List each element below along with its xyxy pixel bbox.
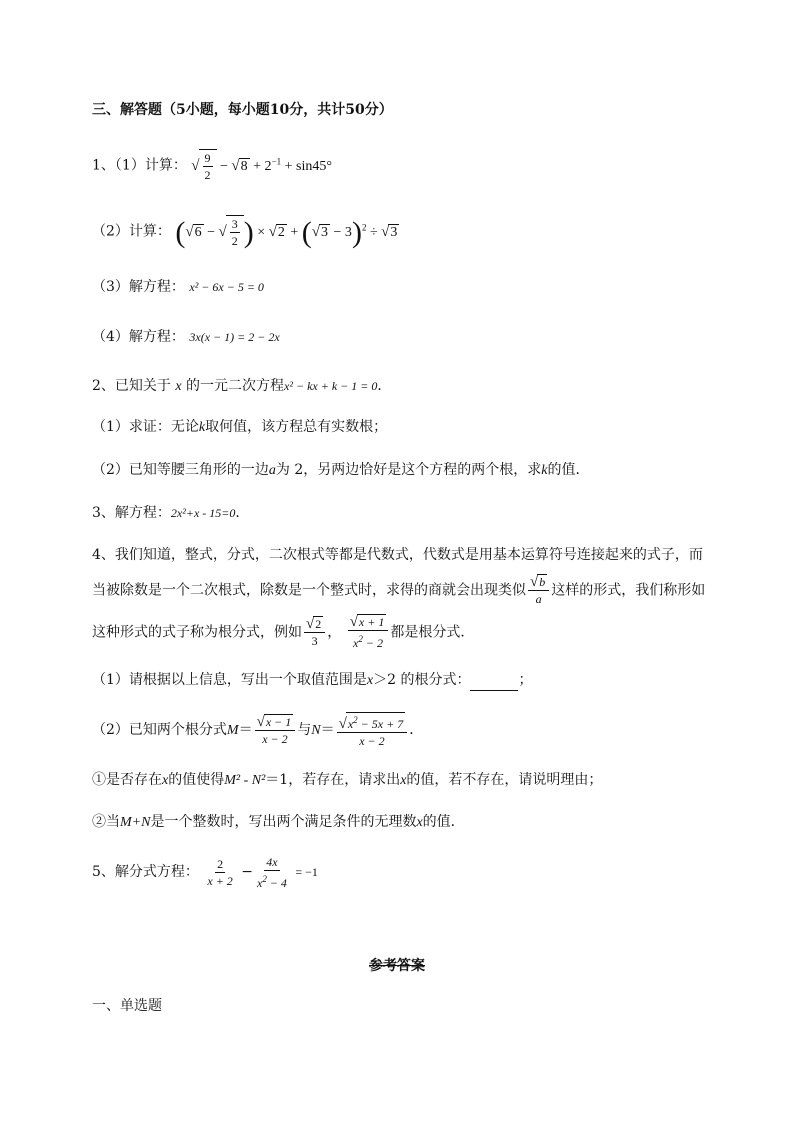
q2-stem-equation: x² − kx + k − 1 = 0: [284, 379, 378, 393]
q4-sub2: [92, 812, 465, 833]
q2-part2-text-c: 的值．: [547, 462, 590, 478]
section-3-title: 三、解答题（5小题，每小题10分，共计50分）: [92, 102, 393, 118]
q3: [92, 503, 249, 523]
q5: 5、解分式方程： $\frac{2}{x + 2}$ − $\frac{4x}{x^2 - 4}$ = −1: [92, 854, 318, 890]
q4-part2-N: N: [311, 723, 321, 738]
q4-line3: [92, 614, 474, 651]
q4-sub1-text-a: ①是否存在: [92, 772, 162, 788]
q4-line3-text-b: 都是根分式．: [390, 624, 475, 641]
q4-line3-text-a: 这种形式的式子称为根分式，例如: [92, 624, 302, 641]
q4-part2-eq2: ＝: [320, 722, 335, 738]
q4-example2: $\frac{√x + 1}{x^2 - 2}$: [348, 614, 389, 651]
q5-rhs: = −1: [295, 865, 318, 879]
q4-part1-answer-blank[interactable]: [470, 676, 518, 691]
q4-line2: [92, 574, 705, 607]
q2-part2: [92, 460, 590, 481]
q4-part1-text-b: ＞2 的根分式：: [373, 672, 471, 688]
q1-part4-prefix: （4）解方程：: [92, 329, 185, 345]
q4-line3-sep: ，: [327, 624, 342, 641]
q2-part2-text-b: 为 2，另两边恰好是这个方程的两个根，求: [275, 462, 542, 478]
q4-part1: [92, 670, 532, 691]
q1-part3-equation: x² − 6x − 5 = 0: [189, 280, 264, 294]
q1-part1-expression: √ $\frac{9}{2}$ − $√8 + 2^{-1} + \sin 45^\circ$: [191, 150, 332, 182]
q4-sub1-text-b: 的值使得: [168, 772, 225, 788]
q4-part1-end: ；: [518, 672, 533, 688]
q4-N-fraction: $\frac{√x^2 - 5x + 7}{x - 2}$: [337, 712, 408, 749]
q5-prefix: 5、解分式方程：: [92, 864, 199, 880]
q1-part4: [92, 327, 280, 347]
q4-part1-text-a: （1）请根据以上信息，写出一个取值范围是: [92, 672, 367, 688]
q4-sub1-var: x: [162, 773, 169, 788]
q4-line2-text-b: 这样的形式，我们称形如: [551, 582, 706, 599]
q4-part1-var: x: [366, 673, 374, 688]
q1-part3: [92, 277, 264, 297]
q2-stem-end: ．: [377, 378, 392, 394]
q4-part2-text-a: （2）已知两个根分式: [92, 722, 227, 738]
q4-sub2-text-b: 是一个整数时，写出两个满足条件的无理数: [150, 814, 417, 830]
q1-part2-prefix: （2）计算：: [92, 223, 171, 240]
q2-part1-var: k: [198, 420, 206, 435]
q2-part1: [92, 417, 387, 438]
q4-line1: 4、我们知道，整式，分式，二次根式等都是代数式，代数式是用基本运算符号连接起来的式子，而: [92, 547, 703, 563]
q2-stem-text-b: 的一元二次方程: [186, 378, 285, 394]
q3-equation: 2x²+x - 15=0: [170, 506, 236, 520]
q4-sub1-text-d: 的值，若不存在，请说明理由；: [406, 772, 603, 788]
q2-part2-var2: k: [541, 463, 548, 478]
answers-title-text: 参考答案: [369, 958, 425, 974]
q4-sub2-text-c: 的值．: [422, 814, 465, 830]
q4-part2-end: ．: [409, 722, 424, 738]
q5-fraction1: $\frac{2}{x + 2}$: [207, 856, 233, 888]
q1-part1: [92, 146, 332, 183]
q4-sub2-var: x: [416, 815, 423, 830]
q2-stem-var: x: [175, 379, 182, 394]
q4-sub1-text-c: ＝1，若存在，请求出: [265, 772, 401, 788]
q4-part2-eq1: ＝: [238, 722, 253, 738]
q1-part1-prefix: 1、（1）计算：: [92, 157, 187, 174]
q4-example1: $\frac{√2}{3}$: [304, 616, 325, 649]
q4-sub2-text-a: ②当: [92, 814, 120, 830]
q4-sub1: [92, 770, 602, 791]
q4-sub1-var2: x: [400, 773, 407, 788]
q4-part2: [92, 710, 423, 751]
answers-section1: 一、单选题: [92, 998, 162, 1014]
q4-example-sqrt-b-over-a: $\frac{√b}{a}$: [528, 574, 549, 607]
q1-part2: [92, 210, 399, 250]
q2-part1-text-a: （1）求证：无论: [92, 419, 199, 435]
q2-part2-var: a: [268, 463, 276, 478]
q4-part2-M: M: [226, 723, 239, 738]
q4-line2-text-a: 当被除数是一个二次根式，除数是一个整式时，求得的商就会出现类似: [92, 582, 526, 599]
q2-part2-text-a: （2）已知等腰三角形的一边: [92, 462, 269, 478]
q4-part2-mid: 与: [297, 722, 312, 738]
q2-part1-text-b: 取何值，该方程总有实数根；: [205, 419, 388, 435]
q5-fraction2: $\frac{4x}{x^2 - 4}$: [257, 854, 287, 890]
q4-sub1-expr: M² - N²: [224, 773, 266, 788]
q4-M-fraction: $\frac{√x - 1}{x - 2}$: [255, 714, 296, 747]
q3-text-b: ．: [235, 505, 250, 521]
q1-part2-expression: (√6 − √ $\frac{3}{2}$ ) × $√2 + (√3 - 3)^2 \div √3$: [175, 215, 398, 249]
q1-part4-equation: 3x(x − 1) = 2 − 2x: [189, 330, 280, 344]
q4-sub2-expr: M+N: [120, 815, 151, 830]
q1-part3-prefix: （3）解方程：: [92, 279, 185, 295]
q2-stem-text-a: 2、已知关于: [92, 378, 171, 394]
q3-text-a: 3、解方程：: [92, 505, 171, 521]
answers-title: [0, 955, 794, 975]
q2-stem: [92, 376, 391, 397]
